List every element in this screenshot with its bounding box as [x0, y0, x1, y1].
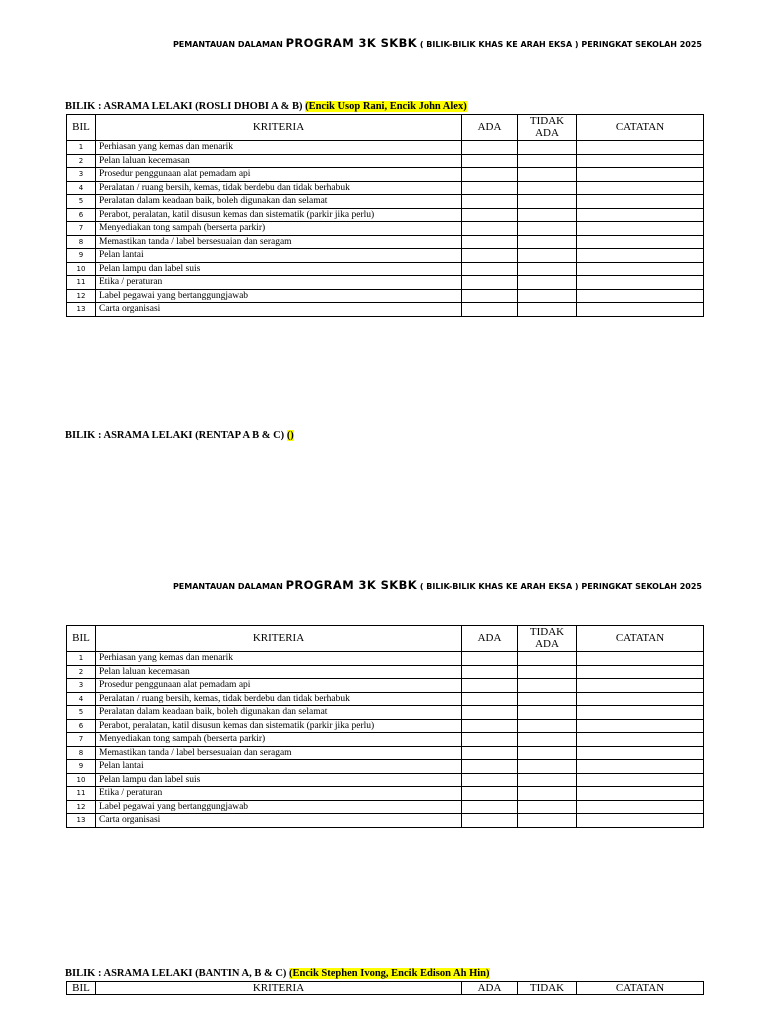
col-ada: ADA — [462, 982, 518, 995]
row-number: 3 — [67, 168, 96, 182]
row-criterion: Memastikan tanda / label bersesuaian dan seragam — [96, 746, 462, 760]
tidak-ada-cell[interactable] — [518, 303, 577, 317]
table-row — [67, 814, 704, 828]
table-row — [67, 692, 704, 706]
table-row — [67, 195, 704, 209]
row-criterion: Pelan laluan kecemasan — [96, 154, 462, 168]
row-number: 10 — [67, 262, 96, 276]
row-criterion: Pelan lantai — [96, 249, 462, 263]
header-prefix: PEMANTAUAN DALAMAN — [172, 40, 286, 49]
ada-cell[interactable] — [462, 276, 518, 290]
col-catatan: CATATAN — [577, 982, 704, 995]
table-row — [67, 733, 704, 747]
col-ada: ADA — [462, 115, 518, 141]
table-row — [67, 154, 704, 168]
tidak-ada-cell[interactable] — [518, 262, 577, 276]
catatan-cell[interactable] — [577, 665, 704, 679]
col-tidak-ada: TIDAK — [518, 982, 577, 995]
row-criterion: Prosedur penggunaan alat pemadam api — [96, 679, 462, 693]
ada-cell[interactable] — [462, 181, 518, 195]
row-criterion: Etika / peraturan — [96, 787, 462, 801]
tidak-ada-cell[interactable] — [518, 787, 577, 801]
tidak-ada-cell[interactable] — [518, 733, 577, 747]
tidak-ada-cell[interactable] — [518, 773, 577, 787]
tidak-ada-cell[interactable] — [518, 276, 577, 290]
row-criterion: Menyediakan tong sampah (berserta parkir) — [96, 222, 462, 236]
row-criterion: Menyediakan tong sampah (berserta parkir) — [96, 733, 462, 747]
catatan-cell[interactable] — [577, 719, 704, 733]
header-program: PROGRAM 3K SKBK — [285, 578, 418, 592]
tidak-ada-cell[interactable] — [518, 719, 577, 733]
ada-cell[interactable] — [462, 719, 518, 733]
table-header-row — [67, 115, 704, 141]
room-officers: (Encik Usop Rani, Encik John Alex) — [305, 101, 467, 112]
table-row — [67, 760, 704, 774]
ada-cell[interactable] — [462, 222, 518, 236]
ada-cell[interactable] — [462, 692, 518, 706]
table-row — [67, 235, 704, 249]
row-criterion: Pelan lampu dan label suis — [96, 773, 462, 787]
col-kriteria: KRITERIA — [96, 115, 462, 141]
col-tidak-ada: TIDAK ADA — [518, 115, 577, 141]
ada-cell[interactable] — [462, 168, 518, 182]
row-criterion: Perabot, peralatan, katil disusun kemas dan sistematik (parkir jika perlu) — [96, 208, 462, 222]
row-criterion: Peralatan / ruang bersih, kemas, tidak berdebu dan tidak berhabuk — [96, 692, 462, 706]
table-row — [67, 289, 704, 303]
tidak-ada-cell[interactable] — [518, 746, 577, 760]
catatan-cell[interactable] — [577, 289, 704, 303]
row-criterion: Perabot, peralatan, katil disusun kemas dan sistematik (parkir jika perlu) — [96, 719, 462, 733]
row-criterion: Peralatan / ruang bersih, kemas, tidak berdebu dan tidak berhabuk — [96, 181, 462, 195]
tidak-ada-cell[interactable] — [518, 679, 577, 693]
col-bil: BIL — [67, 626, 96, 652]
table-row — [67, 679, 704, 693]
table-row — [67, 665, 704, 679]
row-number: 1 — [67, 141, 96, 155]
row-criterion: Peralatan dalam keadaan baik, boleh digunakan dan selamat — [96, 706, 462, 720]
room-heading — [65, 967, 490, 980]
row-criterion: Pelan lantai — [96, 760, 462, 774]
row-criterion: Carta organisasi — [96, 814, 462, 828]
catatan-cell[interactable] — [577, 222, 704, 236]
ada-cell[interactable] — [462, 733, 518, 747]
table-header-row — [67, 982, 704, 995]
tidak-ada-cell[interactable] — [518, 800, 577, 814]
catatan-cell[interactable] — [577, 746, 704, 760]
row-number: 12 — [67, 800, 96, 814]
row-criterion: Memastikan tanda / label bersesuaian dan seragam — [96, 235, 462, 249]
table-row — [67, 303, 704, 317]
table-row — [67, 787, 704, 801]
tidak-ada-cell[interactable] — [518, 249, 577, 263]
tidak-ada-cell[interactable] — [518, 168, 577, 182]
catatan-cell[interactable] — [577, 692, 704, 706]
table-row — [67, 181, 704, 195]
ada-cell[interactable] — [462, 773, 518, 787]
room-heading — [65, 429, 294, 442]
col-ada: ADA — [462, 626, 518, 652]
checklist-table — [66, 981, 704, 995]
table-row — [67, 719, 704, 733]
ada-cell[interactable] — [462, 652, 518, 666]
catatan-cell[interactable] — [577, 168, 704, 182]
row-number: 2 — [67, 665, 96, 679]
row-criterion: Peralatan dalam keadaan baik, boleh digunakan dan selamat — [96, 195, 462, 209]
ada-cell[interactable] — [462, 746, 518, 760]
catatan-cell[interactable] — [577, 733, 704, 747]
catatan-cell[interactable] — [577, 800, 704, 814]
table-row — [67, 208, 704, 222]
col-catatan: CATATAN — [577, 115, 704, 141]
tidak-ada-cell[interactable] — [518, 289, 577, 303]
table-row — [67, 773, 704, 787]
tidak-ada-cell[interactable] — [518, 692, 577, 706]
row-criterion: Carta organisasi — [96, 303, 462, 317]
row-number: 12 — [67, 289, 96, 303]
ada-cell[interactable] — [462, 154, 518, 168]
row-criterion: Etika / peraturan — [96, 276, 462, 290]
table-row — [67, 800, 704, 814]
table-row — [67, 706, 704, 720]
room-officers: () — [286, 430, 294, 441]
page-header — [173, 37, 702, 51]
row-number: 6 — [67, 719, 96, 733]
row-number: 7 — [67, 222, 96, 236]
ada-cell[interactable] — [462, 787, 518, 801]
table-row — [67, 276, 704, 290]
catatan-cell[interactable] — [577, 760, 704, 774]
col-tidak-ada: TIDAK ADA — [518, 626, 577, 652]
row-number: 9 — [67, 760, 96, 774]
row-number: 2 — [67, 154, 96, 168]
col-kriteria: KRITERIA — [96, 982, 462, 995]
catatan-cell[interactable] — [577, 235, 704, 249]
table-row — [67, 222, 704, 236]
catatan-cell[interactable] — [577, 303, 704, 317]
header-suffix: ( BILIK-BILIK KHAS KE ARAH EKSA ) PERINGKAT SEKOLAH 2025 — [417, 40, 702, 49]
row-number: 5 — [67, 706, 96, 720]
ada-cell[interactable] — [462, 814, 518, 828]
row-number: 13 — [67, 814, 96, 828]
tidak-ada-cell[interactable] — [518, 195, 577, 209]
ada-cell[interactable] — [462, 679, 518, 693]
header-suffix: ( BILIK-BILIK KHAS KE ARAH EKSA ) PERINGKAT SEKOLAH 2025 — [417, 582, 702, 591]
row-number: 4 — [67, 181, 96, 195]
row-number: 1 — [67, 652, 96, 666]
col-catatan: CATATAN — [577, 626, 704, 652]
tidak-ada-cell[interactable] — [518, 181, 577, 195]
table-header-row — [67, 626, 704, 652]
ada-cell[interactable] — [462, 303, 518, 317]
ada-cell[interactable] — [462, 800, 518, 814]
room-label: BILIK : ASRAMA LELAKI (ROSLI DHOBI A & B) — [65, 101, 306, 112]
tidak-ada-cell[interactable] — [518, 652, 577, 666]
tidak-ada-cell[interactable] — [518, 141, 577, 155]
tidak-ada-cell[interactable] — [518, 235, 577, 249]
row-number: 11 — [67, 787, 96, 801]
table-row — [67, 652, 704, 666]
row-criterion: Pelan laluan kecemasan — [96, 665, 462, 679]
row-number: 6 — [67, 208, 96, 222]
row-number: 13 — [67, 303, 96, 317]
table-row — [67, 168, 704, 182]
row-number: 8 — [67, 746, 96, 760]
catatan-cell[interactable] — [577, 814, 704, 828]
row-number: 7 — [67, 733, 96, 747]
ada-cell[interactable] — [462, 249, 518, 263]
ada-cell[interactable] — [462, 195, 518, 209]
room-officers: (Encik Stephen Ivong, Encik Edison Ah Hin) — [289, 968, 490, 979]
ada-cell[interactable] — [462, 208, 518, 222]
catatan-cell[interactable] — [577, 276, 704, 290]
tidak-ada-cell[interactable] — [518, 706, 577, 720]
catatan-cell[interactable] — [577, 787, 704, 801]
table-row — [67, 141, 704, 155]
col-bil: BIL — [67, 982, 96, 995]
row-number: 3 — [67, 679, 96, 693]
header-program: PROGRAM 3K SKBK — [285, 36, 418, 50]
ada-cell[interactable] — [462, 760, 518, 774]
table-row — [67, 262, 704, 276]
ada-cell[interactable] — [462, 665, 518, 679]
row-number: 10 — [67, 773, 96, 787]
row-criterion: Label pegawai yang bertanggungjawab — [96, 800, 462, 814]
ada-cell[interactable] — [462, 235, 518, 249]
catatan-cell[interactable] — [577, 181, 704, 195]
catatan-cell[interactable] — [577, 249, 704, 263]
ada-cell[interactable] — [462, 289, 518, 303]
catatan-cell[interactable] — [577, 262, 704, 276]
table-row — [67, 249, 704, 263]
row-criterion: Perhiasan yang kemas dan menarik — [96, 652, 462, 666]
ada-cell[interactable] — [462, 706, 518, 720]
page-header — [173, 579, 702, 593]
tidak-ada-cell[interactable] — [518, 814, 577, 828]
catatan-cell[interactable] — [577, 154, 704, 168]
catatan-cell[interactable] — [577, 773, 704, 787]
checklist-table — [66, 114, 704, 317]
tidak-ada-cell[interactable] — [518, 760, 577, 774]
tidak-ada-cell[interactable] — [518, 222, 577, 236]
catatan-cell[interactable] — [577, 706, 704, 720]
row-number: 11 — [67, 276, 96, 290]
room-label: BILIK : ASRAMA LELAKI (RENTAP A B & C) — [65, 430, 287, 441]
row-number: 8 — [67, 235, 96, 249]
checklist-table — [66, 625, 704, 828]
col-kriteria: KRITERIA — [96, 626, 462, 652]
tidak-ada-cell[interactable] — [518, 665, 577, 679]
row-number: 4 — [67, 692, 96, 706]
row-criterion: Perhiasan yang kemas dan menarik — [96, 141, 462, 155]
catatan-cell[interactable] — [577, 141, 704, 155]
row-criterion: Prosedur penggunaan alat pemadam api — [96, 168, 462, 182]
catatan-cell[interactable] — [577, 679, 704, 693]
header-prefix: PEMANTAUAN DALAMAN — [172, 582, 286, 591]
ada-cell[interactable] — [462, 141, 518, 155]
col-bil: BIL — [67, 115, 96, 141]
room-heading — [65, 100, 467, 113]
tidak-ada-cell[interactable] — [518, 154, 577, 168]
table-row — [67, 746, 704, 760]
ada-cell[interactable] — [462, 262, 518, 276]
tidak-ada-cell[interactable] — [518, 208, 577, 222]
catatan-cell[interactable] — [577, 195, 704, 209]
catatan-cell[interactable] — [577, 652, 704, 666]
row-number: 9 — [67, 249, 96, 263]
catatan-cell[interactable] — [577, 208, 704, 222]
room-label: BILIK : ASRAMA LELAKI (BANTIN A, B & C) — [65, 968, 290, 979]
row-criterion: Label pegawai yang bertanggungjawab — [96, 289, 462, 303]
row-criterion: Pelan lampu dan label suis — [96, 262, 462, 276]
row-number: 5 — [67, 195, 96, 209]
